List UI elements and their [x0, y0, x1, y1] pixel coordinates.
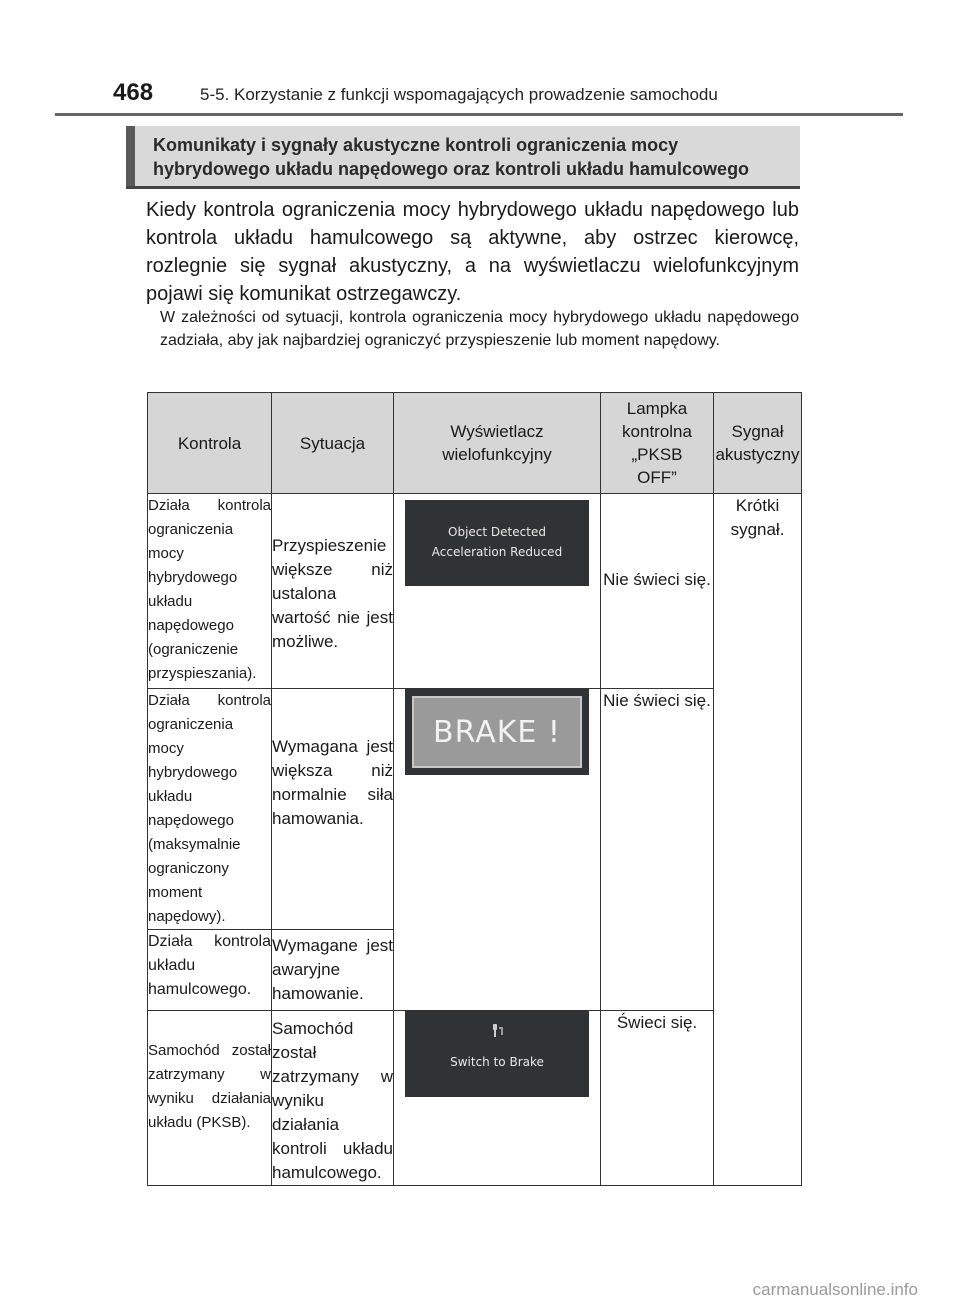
header-lampka: Lampka kontrolna „PKSB OFF”: [601, 393, 714, 494]
display-screen: [405, 689, 589, 775]
section-title-line-1: Komunikaty i sygnały akustyczne kontroli ograniczenia mocy: [153, 135, 679, 155]
cell-lampka: Nie świeci się.: [601, 689, 714, 1011]
display-screen: [405, 1011, 589, 1097]
cell-sytuacja: Wymagane jest awaryjne hamowanie.: [272, 930, 394, 1011]
table-row: [148, 689, 802, 930]
chapter-title: 5-5. Korzystanie z funkcji wspomagających prowadzenie samochodu: [200, 85, 718, 104]
cell-display: [394, 689, 601, 1011]
section-title: [153, 133, 803, 181]
table-row: [148, 1011, 802, 1186]
section-heading-box: [126, 126, 800, 188]
brake-pedal-icon: [491, 1023, 505, 1039]
page-number: 468: [113, 79, 154, 106]
brake-warning-text: BRAKE !: [433, 714, 561, 750]
brake-warning-panel: [412, 696, 582, 768]
cell-sytuacja: Wymagana jest większa niż normalnie siła hamowania.: [272, 689, 394, 930]
header-sygnal: Sygnał akustyczny: [714, 393, 802, 494]
cell-lampka: Nie świeci się.: [601, 494, 714, 689]
display-line-2: Acceleration Reduced: [431, 545, 563, 559]
table-header-row: [148, 393, 802, 494]
display-message: [405, 522, 589, 562]
cell-kontrola: Działa kontrola ograniczenia mocy hybrydowego układu napędowego (maksymalnie ograniczony moment napędowy).: [148, 689, 272, 930]
section-heading-underline: [126, 186, 800, 189]
header-wyswietlacz: Wyświetlacz wielofunkcyjny: [394, 393, 601, 494]
table-row: [148, 494, 802, 689]
watermark: carmanualsonline.info: [752, 1280, 918, 1299]
cell-kontrola: Działa kontrola układu hamulcowego.: [148, 930, 272, 1011]
cell-sytuacja: Przyspieszenie większe niż ustalona wartość nie jest możliwe.: [272, 494, 394, 689]
intro-paragraph: Kiedy kontrola ograniczenia mocy hybrydowego układu napędowego lub kontrola układu hamulcowego są aktywne, aby ostrzec kierowcę, rozlegnie się sygnał akustyczny, a na wyświetlaczu wielofunkcyjnym pojawi się komunikat ostrzegawczy.: [146, 199, 799, 305]
header-sytuacja: Sytuacja: [272, 393, 394, 494]
header-rule: [55, 113, 903, 116]
display-screen: [405, 500, 589, 586]
cell-sytuacja: Samochód został zatrzymany w wyniku działania kontroli układu hamulcowego.: [272, 1011, 394, 1186]
cell-display: [394, 494, 601, 689]
display-line-1: Object Detected: [448, 525, 546, 539]
section-title-line-2: hybrydowego układu napędowego oraz kontroli układu hamulcowego: [153, 159, 750, 179]
cell-lampka: Świeci się.: [601, 1011, 714, 1186]
cell-kontrola: Działa kontrola ograniczenia mocy hybrydowego układu napędowego (ograniczenie przyspieszania).: [148, 494, 272, 689]
cell-kontrola: Samochód został zatrzymany w wyniku działania układu (PKSB).: [148, 1011, 272, 1186]
note-paragraph: W zależności od sytuacji, kontrola ograniczenia mocy hybrydowego układu napędowego zadziała, aby jak najbardziej ograniczyć przyspieszenie lub moment napędowy.: [160, 309, 799, 349]
header-kontrola: Kontrola: [148, 393, 272, 494]
warning-table: [147, 392, 802, 1186]
cell-sygnal: Krótki sygnał.: [714, 494, 802, 1186]
cell-display: [394, 1011, 601, 1186]
display-message: Switch to Brake: [450, 1055, 544, 1069]
